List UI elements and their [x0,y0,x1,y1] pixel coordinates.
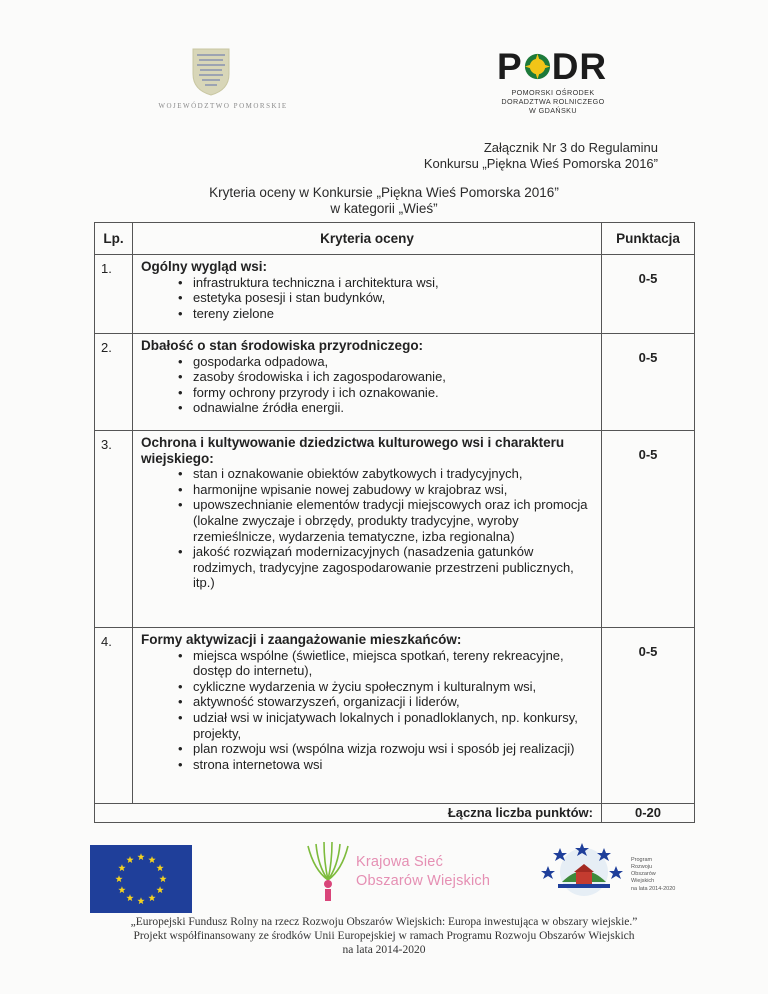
total-row [95,804,695,823]
criterion-cell [133,628,602,804]
list-item: • tereny zielone [178,306,593,322]
header-criteria: Kryteria oceny [133,223,602,255]
list-item: • infrastruktura techniczna i architektura wsi, [178,275,593,291]
total-label: Łączna liczba punktów: [133,804,602,823]
podr-subtitle-2: DORADZTWA ROLNICZEGO [501,97,605,106]
list-item: • cykliczne wydarzenia w życiu społecznym i kulturalnym wsi, [178,679,593,695]
document-subtitle: w kategorii „Wieś” [330,201,438,216]
row-number: 4. [95,628,133,804]
total-points: 0-20 [602,804,695,823]
criterion-heading: Ogólny wygląd wsi: [141,259,268,274]
criterion-cell [133,255,602,334]
list-item: • formy ochrony przyrody i ich oznakowanie. [178,385,593,401]
document-title: Kryteria oceny w Konkursie „Piękna Wieś Pomorska 2016” [209,185,559,200]
prow-text-4: Wiejskich [631,878,655,884]
voivodeship-caption: WOJEWÓDZTWO POMORSKIE [158,102,288,110]
footer-line-3: na lata 2014-2020 [342,944,426,956]
list-item: • jakość rozwiązań modernizacyjnych (nasadzenia gatunków rodzimych, tradycyjne zagospodarowanie przestrzeni publicznych, itp.) [178,544,593,591]
pomorskie-coat-of-arms-icon [190,46,232,96]
points-cell: 0-5 [602,628,695,804]
points-cell: 0-5 [602,334,695,431]
list-item: • miejsca wspólne (świetlice, miejsca spotkań, tereny rekreacyjne, dostęp do internetu), [178,648,593,679]
podr-logo: P DR [497,46,608,87]
list-item: • upowszechnianie elementów tradycji miejscowych oraz ich promocja (lokalne zwyczaje i obrzędy, produkty tradycyjne, wyroby rzemieślnicze, wydarzenia tematyczne, izba regionalna) [178,497,593,544]
prow-text-2: Rozwoju [631,864,653,870]
ksow-name-line-2: Obszarów Wiejskich [356,873,491,889]
podr-subtitle-3: W GDAŃSKU [529,106,577,115]
row-number: 3. [95,431,133,628]
table-row [95,255,695,334]
criterion-cell [133,431,602,628]
ksow-name-line-1: Krajowa Sieć [356,854,444,870]
podr-sun-icon [523,52,552,81]
criterion-heading: Dbałość o stan środowiska przyrodniczego: [141,338,424,353]
row-number: 2. [95,334,133,431]
list-item: • strona internetowa wsi [178,757,593,773]
list-item: • odnawialne źródła energii. [178,400,593,416]
footer-line-1: „Europejski Fundusz Rolny na rzecz Rozwoju Obszarów Wiejskich: Europa inwestująca w obszary wiejskie.” [130,916,638,928]
podr-subtitle-1: POMORSKI OŚRODEK [511,88,595,97]
prow-text-5: na lata 2014-2020 [631,886,676,892]
prow-text-3: Obszarów [631,871,656,877]
prow-text-1: Program [631,857,653,863]
list-item: • plan rozwoju wsi (wspólna wizja rozwoju wsi i sposób jej realizacji) [178,741,593,757]
criterion-cell [133,334,602,431]
points-cell: 0-5 [602,255,695,334]
criterion-list [141,648,593,773]
list-item: • estetyka posesji i stan budynków, [178,290,593,306]
prow-logo-icon [538,842,630,898]
criterion-heading: Ochrona i kultywowanie dziedzictwa kulturowego wsi i charakteru wiejskiego: [141,435,565,466]
total-blank-cell [95,804,133,823]
criterion-list [141,275,593,322]
annex-line-1: Załącznik Nr 3 do Regulaminu [483,140,658,155]
list-item: • gospodarka odpadowa, [178,354,593,370]
list-item: • aktywność stowarzyszeń, organizacji i liderów, [178,694,593,710]
table-row [95,431,695,628]
criterion-list [141,354,593,416]
table-row [95,334,695,431]
row-number: 1. [95,255,133,334]
eu-flag-icon [90,845,192,913]
criterion-heading: Formy aktywizacji i zaangażowanie mieszkańców: [141,632,462,647]
footer-line-2: Projekt współfinansowany ze środków Unii Europejskiej w ramach Programu Rozwoju Obszarów Wiejskich [133,930,635,942]
header-lp: Lp. [95,223,133,255]
annex-line-2: Konkursu „Piękna Wieś Pomorska 2016” [423,156,658,171]
ksow-tree-icon [300,840,356,902]
criteria-table [94,222,695,823]
table-row [95,628,695,804]
criterion-list [141,466,593,591]
list-item: • harmonijne wpisanie nowej zabudowy w krajobraz wsi, [178,482,593,498]
table-header-row [95,223,695,255]
list-item: • udział wsi w inicjatywach lokalnych i ponadloklanych, np. konkursy, projekty, [178,710,593,741]
list-item: • zasoby środowiska i ich zagospodarowanie, [178,369,593,385]
points-cell: 0-5 [602,431,695,628]
header-points: Punktacja [602,223,695,255]
list-item: • stan i oznakowanie obiektów zabytkowych i tradycyjnych, [178,466,593,482]
